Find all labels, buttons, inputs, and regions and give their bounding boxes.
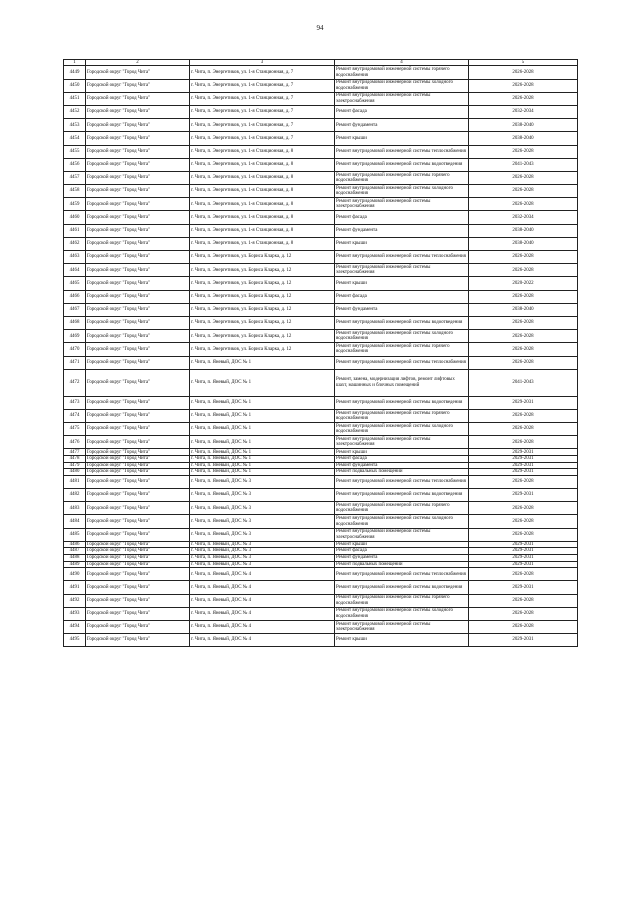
address-cell: г. Чита, п. Яневый, ДОС № 4: [190, 634, 335, 647]
municipality-cell: Городской округ "Город Чита": [86, 158, 190, 171]
period-cell: 2026-2028: [469, 502, 578, 515]
address-cell: г. Чита, п. Яневый, ДОС № 3: [190, 561, 335, 568]
row-number-cell: 4488: [64, 554, 86, 561]
municipality-cell: Городской округ "Город Чита": [86, 330, 190, 343]
period-cell: 2026-2028: [469, 185, 578, 198]
municipality-cell: Городской округ "Город Чита": [86, 528, 190, 541]
period-cell: 2020-2022: [469, 277, 578, 290]
row-number-cell: 4485: [64, 528, 86, 541]
work-type-cell: Ремонт внутридомовой инженерной системы электроснабжения: [335, 528, 469, 541]
table-row: [64, 423, 578, 436]
period-cell: 2029-2031: [469, 449, 578, 456]
row-number-cell: 4456: [64, 158, 86, 171]
address-cell: г. Чита, п. Яневый, ДОС № 4: [190, 594, 335, 607]
table-row: [64, 581, 578, 594]
table-row: [64, 620, 578, 633]
work-type-cell: Ремонт подвальных помещений: [335, 561, 469, 568]
row-number-cell: 4450: [64, 79, 86, 92]
address-cell: г. Чита, п. Энергетиков, ул. 1-я Станционная, д. 8: [190, 211, 335, 224]
header-cell: 1: [64, 60, 86, 66]
row-number-cell: 4466: [64, 290, 86, 303]
period-cell: 2029-2031: [469, 548, 578, 555]
municipality-cell: Городской округ "Город Чита": [86, 343, 190, 356]
municipality-cell: Городской округ "Город Чита": [86, 145, 190, 158]
row-number-cell: 4452: [64, 105, 86, 118]
municipality-cell: Городской округ "Город Чита": [86, 515, 190, 528]
row-number-cell: 4484: [64, 515, 86, 528]
work-type-cell: Ремонт внутридомовой инженерной системы электроснабжения: [335, 436, 469, 449]
work-type-cell: Ремонт крыши: [335, 237, 469, 250]
table-row: [64, 528, 578, 541]
period-cell: 2026-2028: [469, 423, 578, 436]
municipality-cell: Городской округ "Город Чита": [86, 396, 190, 409]
address-cell: г. Чита, п. Яневый, ДОС № 3: [190, 502, 335, 515]
work-type-cell: Ремонт внутридомовой инженерной системы теплоснабжения: [335, 475, 469, 488]
address-cell: г. Чита, п. Энергетиков, ул. 1-я Станционная, д. 7: [190, 66, 335, 79]
row-number-cell: 4458: [64, 185, 86, 198]
work-type-cell: Ремонт внутридомовой инженерной системы теплоснабжения: [335, 356, 469, 369]
period-cell: 2026-2028: [469, 607, 578, 620]
period-cell: 2026-2028: [469, 145, 578, 158]
municipality-cell: Городской округ "Город Чита": [86, 316, 190, 329]
address-cell: г. Чита, п. Яневый, ДОС № 1: [190, 423, 335, 436]
address-cell: г. Чита, п. Энергетиков, ул. Бориса Кларка, д. 12: [190, 251, 335, 264]
table-row: [64, 409, 578, 422]
municipality-cell: Городской округ "Город Чита": [86, 132, 190, 145]
address-cell: г. Чита, п. Энергетиков, ул. 1-я Станционная, д. 8: [190, 237, 335, 250]
municipality-cell: Городской округ "Город Чита": [86, 554, 190, 561]
table-row: [64, 541, 578, 548]
address-cell: г. Чита, п. Энергетиков, ул. 1-я Станционная, д. 7: [190, 79, 335, 92]
table-row: [64, 330, 578, 343]
address-cell: г. Чита, п. Яневый, ДОС № 4: [190, 581, 335, 594]
work-type-cell: Ремонт внутридомовой инженерной системы теплоснабжения: [335, 251, 469, 264]
work-type-cell: Ремонт внутридомовой инженерной системы горячего водоснабжения: [335, 171, 469, 184]
row-number-cell: 4449: [64, 66, 86, 79]
period-cell: 2029-2031: [469, 456, 578, 463]
row-number-cell: 4487: [64, 548, 86, 555]
period-cell: 2032-2034: [469, 211, 578, 224]
work-type-cell: Ремонт внутридомовой инженерной системы теплоснабжения: [335, 568, 469, 581]
address-cell: г. Чита, п. Энергетиков, ул. 1-я Станционная, д. 7: [190, 92, 335, 105]
row-number-cell: 4464: [64, 264, 86, 277]
address-cell: г. Чита, п. Энергетиков, ул. 1-я Станционная, д. 8: [190, 158, 335, 171]
address-cell: г. Чита, п. Яневый, ДОС № 3: [190, 528, 335, 541]
row-number-cell: 4481: [64, 475, 86, 488]
header-cell: 3: [190, 60, 335, 66]
work-type-cell: Ремонт подвальных помещений: [335, 469, 469, 476]
table-row: [64, 356, 578, 369]
row-number-cell: 4465: [64, 277, 86, 290]
work-type-cell: Ремонт внутридомовой инженерной системы водоотведения: [335, 396, 469, 409]
municipality-cell: Городской округ "Город Чита": [86, 449, 190, 456]
municipality-cell: Городской округ "Город Чита": [86, 171, 190, 184]
municipality-cell: Городской округ "Город Чита": [86, 607, 190, 620]
table-row: [64, 456, 578, 463]
table-row: [64, 92, 578, 105]
work-type-cell: Ремонт внутридомовой инженерной системы горячего водоснабжения: [335, 502, 469, 515]
table-row: [64, 264, 578, 277]
period-cell: 2026-2028: [469, 620, 578, 633]
row-number-cell: 4482: [64, 489, 86, 502]
work-type-cell: Ремонт внутридомовой инженерной системы водоотведения: [335, 489, 469, 502]
table-row: [64, 489, 578, 502]
address-cell: г. Чита, п. Яневый, ДОС № 4: [190, 607, 335, 620]
municipality-cell: Городской округ "Город Чита": [86, 436, 190, 449]
period-cell: 2026-2028: [469, 436, 578, 449]
table-row: [64, 568, 578, 581]
municipality-cell: Городской округ "Город Чита": [86, 581, 190, 594]
period-cell: 2041-2043: [469, 158, 578, 171]
row-number-cell: 4477: [64, 449, 86, 456]
municipality-cell: Городской округ "Город Чита": [86, 105, 190, 118]
period-cell: 2026-2028: [469, 264, 578, 277]
period-cell: 2026-2028: [469, 92, 578, 105]
work-type-cell: Ремонт внутридомовой инженерной системы горячего водоснабжения: [335, 343, 469, 356]
address-cell: г. Чита, п. Энергетиков, ул. Бориса Кларка, д. 12: [190, 316, 335, 329]
work-type-cell: Ремонт внутридомовой инженерной системы водоотведения: [335, 581, 469, 594]
period-cell: 2026-2028: [469, 528, 578, 541]
municipality-cell: Городской округ "Город Чита": [86, 66, 190, 79]
work-type-cell: Ремонт внутридомовой инженерной системы холодного водоснабжения: [335, 515, 469, 528]
address-cell: г. Чита, п. Энергетиков, ул. Бориса Кларка, д. 12: [190, 277, 335, 290]
work-type-cell: Ремонт внутридомовой инженерной системы горячего водоснабжения: [335, 594, 469, 607]
row-number-cell: 4473: [64, 396, 86, 409]
work-type-cell: Ремонт фундамента: [335, 303, 469, 316]
municipality-cell: Городской округ "Город Чита": [86, 469, 190, 476]
address-cell: г. Чита, п. Яневый, ДОС № 1: [190, 449, 335, 456]
row-number-cell: 4493: [64, 607, 86, 620]
table-row: [64, 554, 578, 561]
row-number-cell: 4454: [64, 132, 86, 145]
address-cell: г. Чита, п. Яневый, ДОС № 3: [190, 541, 335, 548]
address-cell: г. Чита, п. Энергетиков, ул. Бориса Кларка, д. 12: [190, 264, 335, 277]
address-cell: г. Чита, п. Энергетиков, ул. 1-я Станционная, д. 8: [190, 145, 335, 158]
work-type-cell: Ремонт фундамента: [335, 462, 469, 469]
row-number-cell: 4453: [64, 119, 86, 132]
row-number-cell: 4457: [64, 171, 86, 184]
address-cell: г. Чита, п. Яневый, ДОС № 3: [190, 475, 335, 488]
table-row: [64, 158, 578, 171]
row-number-cell: 4461: [64, 224, 86, 237]
table-row: [64, 79, 578, 92]
capital-repair-table: [63, 59, 578, 647]
table-row: [64, 594, 578, 607]
work-type-cell: Ремонт внутридомовой инженерной системы холодного водоснабжения: [335, 330, 469, 343]
period-cell: 2026-2028: [469, 198, 578, 211]
table-row: [64, 634, 578, 647]
table-row: [64, 105, 578, 118]
work-type-cell: Ремонт внутридомовой инженерной системы холодного водоснабжения: [335, 185, 469, 198]
municipality-cell: Городской округ "Город Чита": [86, 561, 190, 568]
period-cell: 2026-2028: [469, 171, 578, 184]
municipality-cell: Городской округ "Город Чита": [86, 356, 190, 369]
work-type-cell: Ремонт внутридомовой инженерной системы холодного водоснабжения: [335, 423, 469, 436]
period-cell: 2026-2028: [469, 290, 578, 303]
header-cell: 5: [469, 60, 578, 66]
table-row: [64, 369, 578, 396]
municipality-cell: Городской округ "Город Чита": [86, 620, 190, 633]
period-cell: 2026-2028: [469, 409, 578, 422]
municipality-cell: Городской округ "Город Чита": [86, 79, 190, 92]
table-row: [64, 462, 578, 469]
address-cell: г. Чита, п. Энергетиков, ул. 1-я Станционная, д. 8: [190, 185, 335, 198]
work-type-cell: Ремонт фасада: [335, 290, 469, 303]
work-type-cell: Ремонт крыши: [335, 277, 469, 290]
address-cell: г. Чита, п. Яневый, ДОС № 1: [190, 456, 335, 463]
address-cell: г. Чита, п. Яневый, ДОС № 4: [190, 568, 335, 581]
period-cell: 2029-2031: [469, 554, 578, 561]
municipality-cell: Городской округ "Город Чита": [86, 541, 190, 548]
row-number-cell: 4476: [64, 436, 86, 449]
address-cell: г. Чита, п. Энергетиков, ул. 1-я Станционная, д. 7: [190, 105, 335, 118]
table-row: [64, 607, 578, 620]
work-type-cell: Ремонт внутридомовой инженерной системы горячего водоснабжения: [335, 66, 469, 79]
work-type-cell: Ремонт крыши: [335, 132, 469, 145]
work-type-cell: Ремонт крыши: [335, 634, 469, 647]
work-type-cell: Ремонт внутридомовой инженерной системы водоотведения: [335, 316, 469, 329]
row-number-cell: 4480: [64, 469, 86, 476]
table-row: [64, 343, 578, 356]
row-number-cell: 4451: [64, 92, 86, 105]
row-number-cell: 4491: [64, 581, 86, 594]
municipality-cell: Городской округ "Город Чита": [86, 251, 190, 264]
period-cell: 2026-2028: [469, 568, 578, 581]
row-number-cell: 4471: [64, 356, 86, 369]
period-cell: 2026-2028: [469, 515, 578, 528]
row-number-cell: 4490: [64, 568, 86, 581]
municipality-cell: Городской округ "Город Чита": [86, 594, 190, 607]
row-number-cell: 4495: [64, 634, 86, 647]
municipality-cell: Городской округ "Город Чита": [86, 198, 190, 211]
header-cell: 4: [335, 60, 469, 66]
row-number-cell: 4470: [64, 343, 86, 356]
period-cell: 2026-2028: [469, 475, 578, 488]
address-cell: г. Чита, п. Яневый, ДОС № 1: [190, 462, 335, 469]
address-cell: г. Чита, п. Яневый, ДОС № 1: [190, 469, 335, 476]
work-type-cell: Ремонт внутридомовой инженерной системы холодного водоснабжения: [335, 607, 469, 620]
work-type-cell: Ремонт внутридомовой инженерной системы холодного водоснабжения: [335, 79, 469, 92]
address-cell: г. Чита, п. Яневый, ДОС № 3: [190, 489, 335, 502]
table-row: [64, 277, 578, 290]
table-row: [64, 449, 578, 456]
address-cell: г. Чита, п. Яневый, ДОС № 3: [190, 548, 335, 555]
address-cell: г. Чита, п. Яневый, ДОС № 1: [190, 409, 335, 422]
period-cell: 2038-2040: [469, 303, 578, 316]
row-number-cell: 4459: [64, 198, 86, 211]
address-cell: г. Чита, п. Энергетиков, ул. Бориса Кларка, д. 12: [190, 303, 335, 316]
header-cell: 2: [86, 60, 190, 66]
address-cell: г. Чита, п. Энергетиков, ул. Бориса Кларка, д. 12: [190, 330, 335, 343]
address-cell: г. Чита, п. Энергетиков, ул. 1-я Станционная, д. 8: [190, 198, 335, 211]
period-cell: 2038-2040: [469, 224, 578, 237]
table-row: [64, 502, 578, 515]
row-number-cell: 4455: [64, 145, 86, 158]
row-number-cell: 4489: [64, 561, 86, 568]
municipality-cell: Городской округ "Город Чита": [86, 462, 190, 469]
municipality-cell: Городской округ "Город Чита": [86, 290, 190, 303]
address-cell: г. Чита, п. Энергетиков, ул. 1-я Станционная, д. 7: [190, 132, 335, 145]
period-cell: 2041-2043: [469, 369, 578, 396]
work-type-cell: Ремонт фасада: [335, 105, 469, 118]
table-row: [64, 561, 578, 568]
period-cell: 2029-2031: [469, 462, 578, 469]
address-cell: г. Чита, п. Энергетиков, ул. Бориса Кларка, д. 12: [190, 290, 335, 303]
table-row: [64, 475, 578, 488]
municipality-cell: Городской округ "Город Чита": [86, 502, 190, 515]
municipality-cell: Городской округ "Город Чита": [86, 456, 190, 463]
table-row: [64, 145, 578, 158]
row-number-cell: 4468: [64, 316, 86, 329]
period-cell: 2026-2028: [469, 356, 578, 369]
work-type-cell: Ремонт крыши: [335, 541, 469, 548]
municipality-cell: Городской округ "Город Чита": [86, 303, 190, 316]
work-type-cell: Ремонт фундамента: [335, 554, 469, 561]
address-cell: г. Чита, п. Яневый, ДОС № 1: [190, 396, 335, 409]
work-type-cell: Ремонт внутридомовой инженерной системы водоотведения: [335, 158, 469, 171]
work-type-cell: Ремонт внутридомовой инженерной системы электроснабжения: [335, 620, 469, 633]
table-row: [64, 224, 578, 237]
period-cell: 2026-2028: [469, 343, 578, 356]
table-row: [64, 316, 578, 329]
period-cell: 2038-2040: [469, 237, 578, 250]
work-type-cell: Ремонт внутридомовой инженерной системы горячего водоснабжения: [335, 409, 469, 422]
period-cell: 2026-2028: [469, 251, 578, 264]
municipality-cell: Городской округ "Город Чита": [86, 264, 190, 277]
address-cell: г. Чита, п. Энергетиков, ул. 1-я Станционная, д. 7: [190, 119, 335, 132]
work-type-cell: Ремонт внутридомовой инженерной системы электроснабжения: [335, 198, 469, 211]
address-cell: г. Чита, п. Яневый, ДОС № 1: [190, 356, 335, 369]
municipality-cell: Городской округ "Город Чита": [86, 409, 190, 422]
address-cell: г. Чита, п. Яневый, ДОС № 1: [190, 369, 335, 396]
municipality-cell: Городской округ "Город Чита": [86, 548, 190, 555]
address-cell: г. Чита, п. Энергетиков, ул. 1-я Станционная, д. 8: [190, 224, 335, 237]
address-cell: г. Чита, п. Яневый, ДОС № 4: [190, 620, 335, 633]
work-type-cell: Ремонт фасада: [335, 211, 469, 224]
municipality-cell: Городской округ "Город Чита": [86, 119, 190, 132]
table-row: [64, 251, 578, 264]
period-cell: 2029-2031: [469, 396, 578, 409]
table-row: [64, 396, 578, 409]
row-number-cell: 4469: [64, 330, 86, 343]
page-number: 94: [316, 24, 324, 32]
table-row: [64, 171, 578, 184]
period-cell: 2026-2028: [469, 316, 578, 329]
address-cell: г. Чита, п. Энергетиков, ул. Бориса Кларка, д. 12: [190, 343, 335, 356]
work-type-cell: Ремонт фасада: [335, 456, 469, 463]
row-number-cell: 4467: [64, 303, 86, 316]
table-row: [64, 185, 578, 198]
municipality-cell: Городской округ "Город Чита": [86, 634, 190, 647]
row-number-cell: 4492: [64, 594, 86, 607]
municipality-cell: Городской округ "Город Чита": [86, 423, 190, 436]
municipality-cell: Городской округ "Город Чита": [86, 211, 190, 224]
address-cell: г. Чита, п. Яневый, ДОС № 1: [190, 436, 335, 449]
row-number-cell: 4475: [64, 423, 86, 436]
municipality-cell: Городской округ "Город Чита": [86, 475, 190, 488]
municipality-cell: Городской округ "Город Чита": [86, 277, 190, 290]
row-number-cell: 4483: [64, 502, 86, 515]
period-cell: 2026-2028: [469, 594, 578, 607]
table-row: [64, 469, 578, 476]
table-row: [64, 66, 578, 79]
work-type-cell: Ремонт внутридомовой инженерной системы теплоснабжения: [335, 145, 469, 158]
table-row: [64, 237, 578, 250]
table-row: [64, 132, 578, 145]
period-cell: 2029-2031: [469, 469, 578, 476]
municipality-cell: Городской округ "Город Чита": [86, 92, 190, 105]
table-row: [64, 198, 578, 211]
municipality-cell: Городской округ "Город Чита": [86, 489, 190, 502]
work-type-cell: Ремонт внутридомовой инженерной системы электроснабжения: [335, 264, 469, 277]
address-cell: г. Чита, п. Энергетиков, ул. 1-я Станционная, д. 8: [190, 171, 335, 184]
municipality-cell: Городской округ "Город Чита": [86, 185, 190, 198]
address-cell: г. Чита, п. Яневый, ДОС № 3: [190, 515, 335, 528]
period-cell: 2026-2028: [469, 330, 578, 343]
row-number-cell: 4472: [64, 369, 86, 396]
work-type-cell: Ремонт фасада: [335, 548, 469, 555]
row-number-cell: 4463: [64, 251, 86, 264]
municipality-cell: Городской округ "Город Чита": [86, 224, 190, 237]
address-cell: г. Чита, п. Яневый, ДОС № 3: [190, 554, 335, 561]
municipality-cell: Городской округ "Город Чита": [86, 369, 190, 396]
table-row: [64, 119, 578, 132]
work-type-cell: Ремонт внутридомовой инженерной системы электроснабжения: [335, 92, 469, 105]
period-cell: 2026-2028: [469, 66, 578, 79]
table-row: [64, 548, 578, 555]
period-cell: 2029-2031: [469, 541, 578, 548]
table-row: [64, 211, 578, 224]
period-cell: 2029-2031: [469, 581, 578, 594]
row-number-cell: 4486: [64, 541, 86, 548]
table-row: [64, 290, 578, 303]
period-cell: 2029-2031: [469, 489, 578, 502]
table-row: [64, 515, 578, 528]
period-cell: 2029-2031: [469, 561, 578, 568]
work-type-cell: Ремонт фундамента: [335, 119, 469, 132]
period-cell: 2038-2040: [469, 119, 578, 132]
row-number-cell: 4478: [64, 456, 86, 463]
row-number-cell: 4479: [64, 462, 86, 469]
period-cell: 2038-2040: [469, 132, 578, 145]
work-type-cell: Ремонт, замена, модернизация лифтов, ремонт лифтовых шахт, машинных и блочных помещений: [335, 369, 469, 396]
work-type-cell: Ремонт крыши: [335, 449, 469, 456]
period-cell: 2032-2034: [469, 105, 578, 118]
period-cell: 2026-2028: [469, 79, 578, 92]
row-number-cell: 4494: [64, 620, 86, 633]
table-row: [64, 303, 578, 316]
municipality-cell: Городской округ "Город Чита": [86, 568, 190, 581]
work-type-cell: Ремонт фундамента: [335, 224, 469, 237]
row-number-cell: 4474: [64, 409, 86, 422]
table-row: [64, 436, 578, 449]
row-number-cell: 4460: [64, 211, 86, 224]
row-number-cell: 4462: [64, 237, 86, 250]
municipality-cell: Городской округ "Город Чита": [86, 237, 190, 250]
period-cell: 2029-2031: [469, 634, 578, 647]
